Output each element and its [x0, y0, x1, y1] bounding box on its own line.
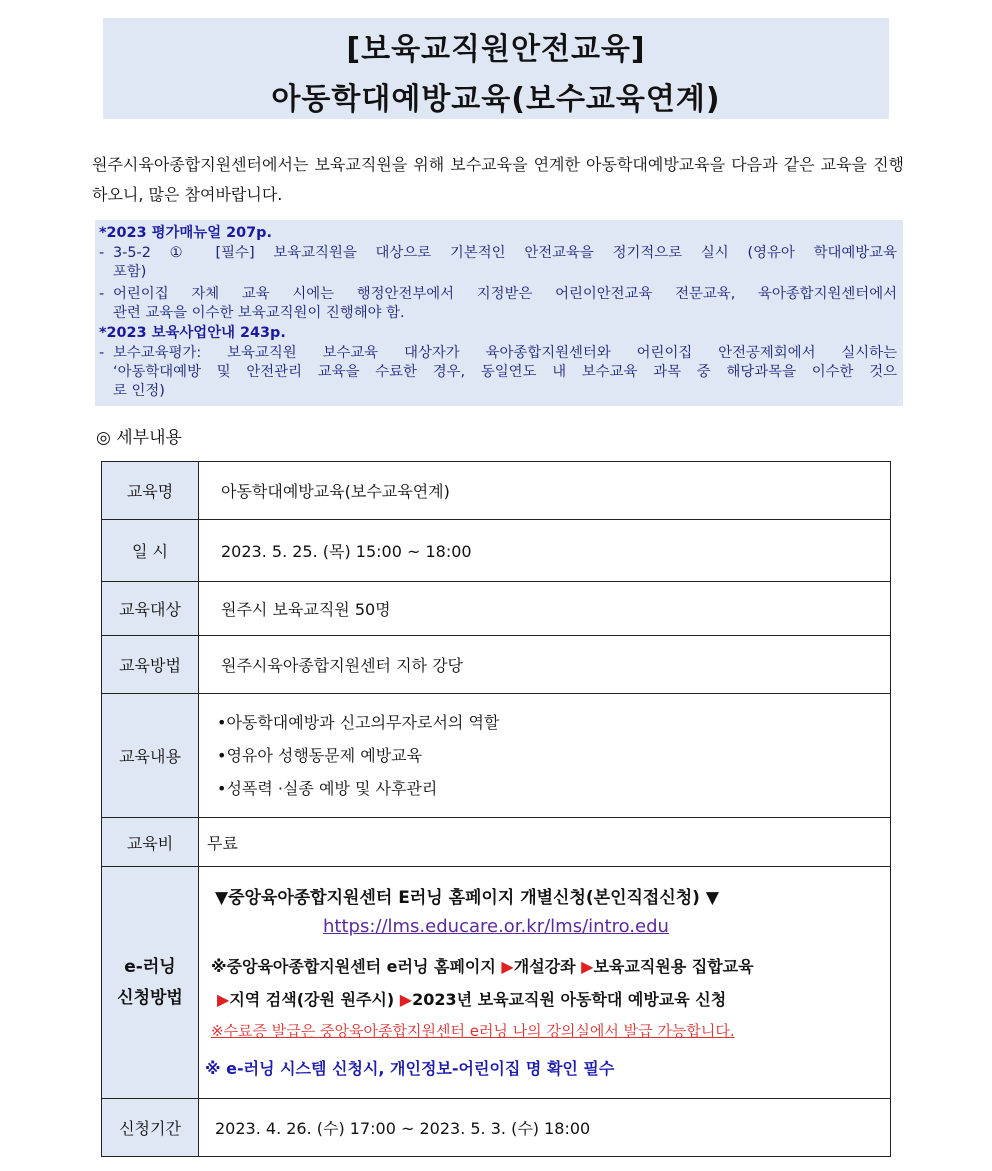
privacy-warning: ※ e-러닝 시스템 신청시, 개인정보-어린이집 명 확인 필수 [205, 1059, 615, 1078]
table-row [102, 462, 891, 520]
note-item-3: - 보수교육평가: 보육교직원 보수교육 대상자가 육아종합지원센터와 어린이집 안전공제회에서 실시하는 [99, 345, 897, 361]
content-value [199, 694, 891, 818]
arrow-icon: ▶ [399, 990, 413, 1009]
elearn-link[interactable]: https://lms.educare.or.kr/lms/intro.edu [323, 916, 669, 937]
target-label: 교육대상 [102, 582, 199, 636]
table-row [102, 867, 891, 1099]
section-title: ◎ 세부내용 [96, 428, 182, 448]
table-row [102, 694, 891, 818]
fee-value: 무료 [199, 818, 891, 867]
content-item: •성폭력 ·실종 예방 및 사후관리 [217, 779, 438, 798]
elearn-step-1: ※중앙육아종합지원센터 e러닝 홈페이지 ▶개설강좌 ▶보육교직원용 집합교육 [211, 957, 754, 976]
period-label: 신청기간 [102, 1099, 199, 1157]
method-label: 교육방법 [102, 636, 199, 694]
content-item: •영유아 성행동문제 예방교육 [217, 746, 423, 765]
title-line1: [보육교직원안전교육] [346, 32, 646, 67]
certificate-note: ※수료증 발급은 중앙육아종합지원센터 e러닝 나의 강의실에서 발급 가능합니다. [211, 1022, 735, 1040]
target-value: 원주시 보육교직원 50명 [199, 582, 891, 636]
elearn-label: e-러닝 신청방법 [102, 867, 199, 1099]
note-item-3-cont: ‘아동학대예방 및 안전관리 교육을 수료한 경우, 동일연도 내 보수교육 과목 중 해당과목을 이수한 것으 [113, 364, 897, 380]
arrow-icon: ▶ [581, 957, 594, 976]
title-line2: 아동학대예방교육(보수교육연계) [271, 82, 721, 117]
reference-notes [95, 220, 903, 406]
arrow-icon: ▶ [217, 990, 230, 1009]
note-head-1: *2023 평가매뉴얼 207p. [99, 225, 272, 241]
date-label: 일 시 [102, 520, 199, 582]
name-value: 아동학대예방교육(보수교육연계) [199, 462, 891, 520]
note-item-2-cont: 관련 교육을 이수한 보육교직원이 진행해야 함. [113, 305, 405, 321]
intro-paragraph: 원주시육아종합지원센터에서는 보육교직원을 위해 보수교육을 연계한 아동학대예방교육을 다음과 같은 교육을 진행하오니, 많은 참여바랍니다. [92, 155, 904, 204]
content-item: •아동학대예방과 신고의무자로서의 역할 [217, 713, 500, 732]
name-label: 교육명 [102, 462, 199, 520]
table-row [102, 818, 891, 867]
elearn-heading: ▼중앙육아종합지원센터 E러닝 홈페이지 개별신청(본인직접신청) ▼ [215, 888, 719, 908]
fee-label: 교육비 [102, 818, 199, 867]
date-value: 2023. 5. 25. (목) 15:00 ~ 18:00 [199, 520, 891, 582]
table-row [102, 582, 891, 636]
table-row [102, 520, 891, 582]
period-value: 2023. 4. 26. (수) 17:00 ~ 2023. 5. 3. (수) 18:00 [199, 1099, 891, 1157]
note-item-1: - 3-5-2 ① [필수] 보육교직원을 대상으로 기본적인 안전교육을 정기적으로 실시 (영유아 학대예방교육 [99, 245, 897, 261]
content-label: 교육내용 [102, 694, 199, 818]
table-row [102, 636, 891, 694]
note-head-2: *2023 보육사업안내 243p. [99, 325, 286, 341]
title-banner [103, 18, 889, 119]
note-item-1-cont: 포함) [113, 264, 147, 280]
elearn-step-2: ▶지역 검색(강원 원주시) ▶2023년 보육교직원 아동학대 예방교육 신청 [217, 990, 727, 1009]
method-value: 원주시육아종합지원센터 지하 강당 [199, 636, 891, 694]
elearn-value [199, 867, 891, 1099]
note-item-2: - 어린이집 자체 교육 시에는 행정안전부에서 지정받은 어린이안전교육 전문교육, 육아종합지원센터에서 [99, 286, 897, 302]
detail-table [101, 461, 891, 1157]
note-item-3-end: 로 인정) [113, 383, 165, 399]
arrow-icon: ▶ [501, 957, 514, 976]
table-row [102, 1099, 891, 1157]
